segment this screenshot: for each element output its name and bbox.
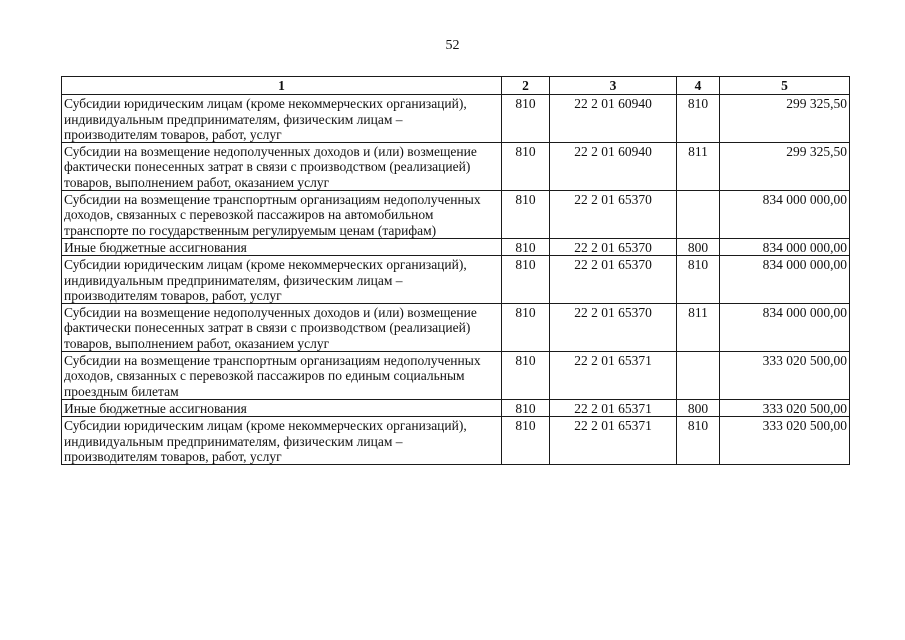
row-name: Субсидии юридическим лицам (кроме некоммерческих организаций), индивидуальным предпринимателям, физическим лицам – производителям товаров, работ, услуг [62, 256, 502, 304]
row-amount: 834 000 000,00 [720, 256, 850, 304]
table-row [62, 417, 850, 465]
table-row [62, 304, 850, 352]
table-row [62, 191, 850, 239]
row-col3: 22 2 01 65371 [550, 352, 677, 400]
row-col3: 22 2 01 65371 [550, 399, 677, 416]
table-header-row [62, 77, 850, 95]
page-number: 52 [445, 38, 460, 53]
header-col-3: 3 [550, 77, 677, 95]
row-col3: 22 2 01 65370 [550, 256, 677, 304]
row-col4 [677, 352, 720, 400]
table-row [62, 352, 850, 400]
row-col2: 810 [502, 352, 550, 400]
header-col-5: 5 [720, 77, 850, 95]
header-col-4: 4 [677, 77, 720, 95]
row-col2: 810 [502, 95, 550, 143]
row-col2: 810 [502, 143, 550, 191]
row-col2: 810 [502, 417, 550, 465]
row-col4: 811 [677, 143, 720, 191]
header-col-1: 1 [62, 77, 502, 95]
row-col4: 810 [677, 256, 720, 304]
row-col4: 800 [677, 399, 720, 416]
row-col2: 810 [502, 399, 550, 416]
row-col2: 810 [502, 256, 550, 304]
row-name: Субсидии на возмещение недополученных доходов и (или) возмещение фактически понесенных затрат в связи с производством (реализацией) товаров, выполнением работ, оказанием услуг [62, 143, 502, 191]
row-col4 [677, 191, 720, 239]
header-col-2: 2 [502, 77, 550, 95]
row-col2: 810 [502, 191, 550, 239]
table-row [62, 399, 850, 416]
row-amount: 834 000 000,00 [720, 304, 850, 352]
row-col2: 810 [502, 304, 550, 352]
row-col4: 810 [677, 95, 720, 143]
row-name: Субсидии на возмещение недополученных доходов и (или) возмещение фактически понесенных затрат в связи с производством (реализацией) товаров, выполнением работ, оказанием услуг [62, 304, 502, 352]
budget-table [61, 76, 850, 465]
row-col4: 800 [677, 238, 720, 255]
row-name: Субсидии на возмещение транспортным организациям недополученных доходов, связанных с перевозкой пассажиров на автомобильном транспорте по государственным регулируемым ценам (тарифам) [62, 191, 502, 239]
table-row [62, 143, 850, 191]
row-amount: 333 020 500,00 [720, 399, 850, 416]
row-col3: 22 2 01 65371 [550, 417, 677, 465]
row-col3: 22 2 01 65370 [550, 304, 677, 352]
row-col4: 810 [677, 417, 720, 465]
row-amount: 834 000 000,00 [720, 238, 850, 255]
row-col3: 22 2 01 65370 [550, 238, 677, 255]
row-amount: 333 020 500,00 [720, 417, 850, 465]
row-col2: 810 [502, 238, 550, 255]
row-amount: 333 020 500,00 [720, 352, 850, 400]
row-name: Субсидии юридическим лицам (кроме некоммерческих организаций), индивидуальным предпринимателям, физическим лицам – производителям товаров, работ, услуг [62, 95, 502, 143]
row-name: Субсидии на возмещение транспортным организациям недополученных доходов, связанных с перевозкой пассажиров по единым социальным проездным билетам [62, 352, 502, 400]
row-col3: 22 2 01 60940 [550, 143, 677, 191]
table-row [62, 256, 850, 304]
row-amount: 299 325,50 [720, 95, 850, 143]
table-row [62, 95, 850, 143]
row-name: Иные бюджетные ассигнования [62, 399, 502, 416]
row-amount: 299 325,50 [720, 143, 850, 191]
row-amount: 834 000 000,00 [720, 191, 850, 239]
row-col4: 811 [677, 304, 720, 352]
table-row [62, 238, 850, 255]
row-name: Иные бюджетные ассигнования [62, 238, 502, 255]
row-name: Субсидии юридическим лицам (кроме некоммерческих организаций), индивидуальным предпринимателям, физическим лицам – производителям товаров, работ, услуг [62, 417, 502, 465]
row-col3: 22 2 01 60940 [550, 95, 677, 143]
row-col3: 22 2 01 65370 [550, 191, 677, 239]
